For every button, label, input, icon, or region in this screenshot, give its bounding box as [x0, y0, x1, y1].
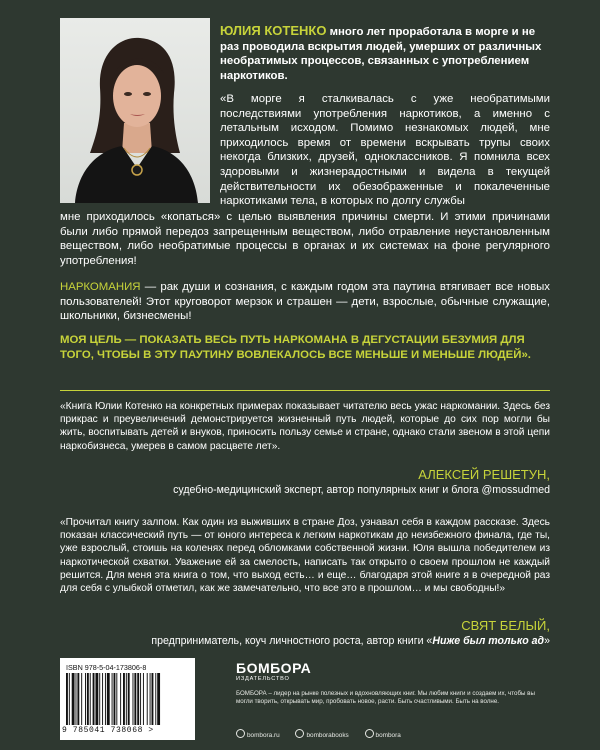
publisher-logo: БОМБОРА [236, 660, 312, 676]
social-site: bombora.ru [236, 732, 280, 739]
isbn-label: ISBN 978-5-04-173806-8 [66, 663, 147, 672]
social-telegram: bombora [365, 732, 401, 739]
author-name: ЮЛИЯ КОТЕНКО [220, 23, 327, 38]
telegram-icon [365, 729, 374, 738]
divider [60, 390, 550, 391]
addiction-text: — рак души и сознания, с каждым годом эта паутина втягивает все новых пользователей! Этот круговорот мерзок и страшен — дети, взрослые, обычные служащие, школьники, бизнесмены! [60, 281, 550, 323]
review-2-author: СВЯТ БЕЛЫЙ, [461, 618, 550, 633]
barcode-digits: 9 785041 738068 > [62, 726, 154, 735]
review-1-author: АЛЕКСЕЙ РЕШЕТУН, [418, 467, 550, 482]
author-photo [60, 18, 210, 203]
review-2-author-desc: предприниматель, коуч личностного роста, автор книги «Ниже был только ад» [151, 635, 550, 647]
author-quote-part1: «В морге я сталкивалась с уже необратимыми последствиями употребления наркотиков, а именно с летальным исходом. Помимо незнакомых людей, мне приходилось время от времени вскрывать трупы своих некогда близких, друзей, одноклассников. Я помнила всех здоровыми и жизнерадостными и видела в текущей действительности их обезображенные и покалеченные наркотиками тела, в которых по долгу службы [220, 93, 550, 208]
review-1-text: «Книга Юлии Котенко на конкретных примерах показывает читателю весь ужас наркомании. Здесь без прикрас и преувеличений демонстрируется жизненный путь людей, которые до сих пор могли бы жить, воспитывать детей и внуков, приносить пользу семье и стране, однако стали звеном в этой цепи наркобизнеса, умерев в самом расцвете лет». [60, 401, 550, 452]
vk-icon [295, 729, 304, 738]
publisher-logo-sub: ИЗДАТЕЛЬСТВО [236, 676, 290, 682]
addiction-paragraph [60, 280, 550, 324]
addiction-term: НАРКОМАНИЯ [60, 281, 141, 293]
social-vk: bomborabooks [295, 732, 348, 739]
globe-icon [236, 729, 245, 738]
goal-statement: МОЯ ЦЕЛЬ — ПОКАЗАТЬ ВЕСЬ ПУТЬ НАРКОМАНА В ДЕГУСТАЦИИ БЕЗУМИЯ ДЛЯ ТОГО, ЧТОБЫ В ЭТУ ПАУТИНУ ВОВЛЕКАЛОСЬ ВСЕ МЕНЬШЕ И МЕНЬШЕ ЛЮДЕЙ». [60, 334, 531, 361]
author-intro [220, 24, 550, 83]
book-title: Ниже был только ад [432, 635, 545, 647]
barcode [60, 658, 195, 740]
barcode-bars [64, 673, 191, 725]
review-1-author-desc: судебно-медицинский эксперт, автор популярных книг и блога @mossudmed [173, 484, 550, 496]
publisher-socials [236, 729, 556, 739]
author-intro-text: много лет проработала в морге и не раз проводила вскрытия людей, умерших от различных необратимых процессов, связанных с употреблением наркотиков. [220, 26, 542, 82]
publisher-description: БОМБОРА – лидер на рынке полезных и вдохновляющих книг. Мы любим книги и создаем их, чтобы вы могли творить, открывать мир, пробовать новое, расти. Быть счастливыми. Быть на волне. [236, 690, 535, 705]
review-2-text: «Прочитал книгу залпом. Как один из выживших в стране Доз, узнавал себя в каждом рассказе. Здесь показан классический путь — от юного интереса к легким наркотикам до неизбежного финала, где ты, уже взрослый, стоишь на коленях перед обломками собственной жизни. Юля вышла победителем из наркотической схватки. Уважение ей за смелость, написать так открыто о своем прошлом не каждый решится. Для меня эта книга о том, что выход есть… и еще… благодаря этой книге я в очередной раз для себя с улыбкой отметил, как же замечательно, что все это в прошлом… и мы свободны!» [60, 517, 550, 595]
author-quote-part2: мне приходилось «копаться» с целью выявления причины смерти. И этими причинами были либо прямой передоз запрещенным веществом, либо отравление неустановленным веществом, либо необратимые процессы в органах и их системах на фоне регулярного употребления! [60, 211, 550, 267]
